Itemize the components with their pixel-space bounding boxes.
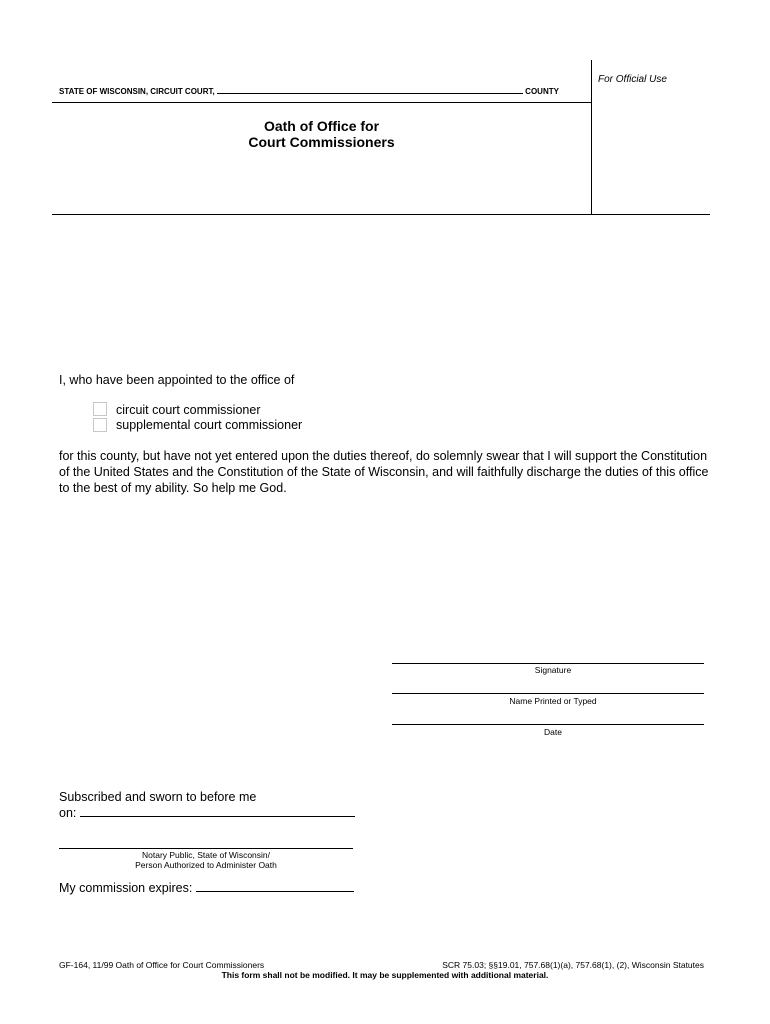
page-title: [52, 118, 591, 150]
notary-caption: [59, 850, 353, 870]
official-use-border: [591, 60, 592, 215]
statutes-reference: SCR 75.03; §§19.01, 757.68(1)(a), 757.68(1), (2), Wisconsin Statutes: [442, 960, 704, 970]
date-line[interactable]: [392, 724, 704, 725]
supplemental-commissioner-checkbox[interactable]: [93, 418, 107, 432]
oath-text: for this county, but have not yet entered upon the duties thereof, do solemnly swear that I will support the Constitution of the United States and the Constitution of the State of Wisconsin, and will faithfully discharge the duties of this office to the best of my ability. So help me God.: [59, 449, 709, 495]
oath-intro: I, who have been appointed to the office of: [59, 373, 295, 387]
court-prefix: STATE OF WISCONSIN, CIRCUIT COURT,: [59, 87, 215, 96]
court-header: [59, 85, 559, 96]
name-printed-line[interactable]: [392, 693, 704, 694]
header-bottom-rule: [52, 214, 710, 215]
title-line-1: Oath of Office for: [263, 118, 380, 134]
date-label: Date: [544, 727, 562, 737]
notary-caption-line-2: Person Authorized to Administer Oath: [135, 860, 277, 870]
form-id: GF-164, 11/99 Oath of Office for Court Commissioners: [59, 960, 265, 970]
notary-signature-line[interactable]: [59, 848, 353, 849]
sworn-text: Subscribed and sworn to before me: [59, 790, 257, 804]
circuit-commissioner-label: circuit court commissioner: [116, 403, 261, 417]
signature-line[interactable]: [392, 663, 704, 664]
name-printed-label: Name Printed or Typed: [509, 696, 597, 706]
modification-notice: This form shall not be modified. It may be supplemented with additional material.: [221, 970, 549, 980]
commission-label: My commission expires:: [59, 881, 193, 895]
commission-row: [59, 880, 354, 896]
notary-caption-line-1: Notary Public, State of Wisconsin/: [141, 850, 271, 860]
county-name-field[interactable]: [217, 85, 523, 94]
sworn-date-field[interactable]: [80, 806, 355, 817]
header-divider: [52, 102, 591, 103]
county-suffix: COUNTY: [525, 87, 559, 96]
supplemental-commissioner-label: supplemental court commissioner: [116, 418, 303, 432]
sworn-on-row: [59, 805, 355, 821]
title-line-2: Court Commissioners: [248, 134, 395, 150]
sworn-on-label: on:: [59, 806, 77, 820]
official-use-label: For Official Use: [598, 74, 667, 85]
circuit-commissioner-checkbox[interactable]: [93, 402, 107, 416]
signature-label: Signature: [534, 665, 572, 675]
commission-expires-field[interactable]: [196, 881, 354, 892]
